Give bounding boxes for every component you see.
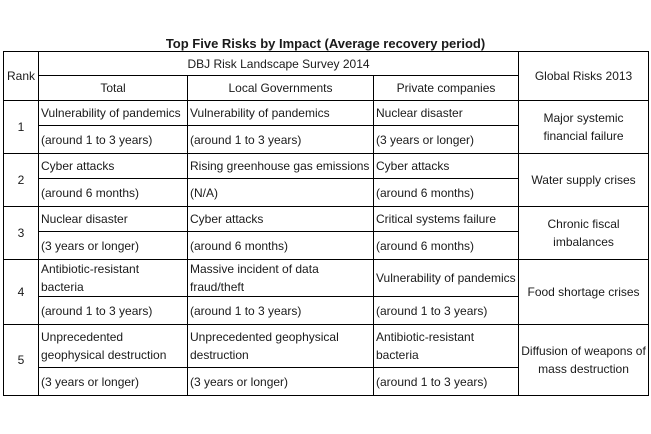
local-governments-header: Local Governments [188, 76, 374, 101]
total-risk-cell: Vulnerability of pandemics [39, 101, 188, 126]
local-risk-cell: Massive incident of data fraud/theft [188, 260, 374, 297]
local-risk-cell: Vulnerability of pandemics [188, 101, 374, 126]
local-risk-cell: Rising greenhouse gas emissions [188, 154, 374, 179]
total-risk-cell: Antibiotic-resistant bacteria [39, 260, 188, 297]
table-row [4, 154, 649, 179]
global-risk-cell: Major systemic financial failure [519, 101, 649, 154]
total-period-cell: (around 1 to 3 years) [39, 126, 188, 154]
global-risk-cell: Water supply crises [519, 154, 649, 207]
survey-header: DBJ Risk Landscape Survey 2014 [39, 52, 519, 76]
local-period-cell: (around 1 to 3 years) [188, 126, 374, 154]
private-risk-cell: Nuclear disaster [374, 101, 519, 126]
rank-cell: 5 [4, 325, 39, 396]
table-row [4, 260, 649, 297]
rank-cell: 3 [4, 207, 39, 260]
total-period-cell: (3 years or longer) [39, 232, 188, 260]
local-period-cell: (around 1 to 3 years) [188, 297, 374, 325]
total-period-cell: (3 years or longer) [39, 368, 188, 396]
global-risk-cell: Chronic fiscal imbalances [519, 207, 649, 260]
private-companies-header: Private companies [374, 76, 519, 101]
private-risk-cell: Antibiotic-resistant bacteria [374, 325, 519, 368]
global-risk-cell: Food shortage crises [519, 260, 649, 325]
table-row [4, 325, 649, 368]
total-period-cell: (around 1 to 3 years) [39, 297, 188, 325]
header-row [4, 52, 649, 76]
private-risk-cell: Cyber attacks [374, 154, 519, 179]
local-period-cell: (N/A) [188, 179, 374, 207]
private-risk-cell: Critical systems failure [374, 207, 519, 232]
private-period-cell: (around 1 to 3 years) [374, 297, 519, 325]
local-period-cell: (around 6 months) [188, 232, 374, 260]
local-risk-cell: Cyber attacks [188, 207, 374, 232]
private-period-cell: (3 years or longer) [374, 126, 519, 154]
total-risk-cell: Nuclear disaster [39, 207, 188, 232]
private-period-cell: (around 1 to 3 years) [374, 368, 519, 396]
table-row [4, 207, 649, 232]
total-risk-cell: Cyber attacks [39, 154, 188, 179]
private-period-cell: (around 6 months) [374, 232, 519, 260]
rank-cell: 1 [4, 101, 39, 154]
total-risk-cell: Unprecedented geophysical destruction [39, 325, 188, 368]
local-period-cell: (3 years or longer) [188, 368, 374, 396]
local-risk-cell: Unprecedented geophysical destruction [188, 325, 374, 368]
table-title: Top Five Risks by Impact (Average recovery period) [165, 36, 486, 51]
private-risk-cell: Vulnerability of pandemics [374, 260, 519, 297]
risk-table [3, 51, 649, 396]
global-risk-cell: Diffusion of weapons of mass destruction [519, 325, 649, 396]
rank-cell: 2 [4, 154, 39, 207]
total-header: Total [39, 76, 188, 101]
rank-header: Rank [4, 52, 39, 101]
private-period-cell: (around 6 months) [374, 179, 519, 207]
total-period-cell: (around 6 months) [39, 179, 188, 207]
rank-cell: 4 [4, 260, 39, 325]
global-risks-header: Global Risks 2013 [519, 52, 649, 101]
table-row [4, 101, 649, 126]
